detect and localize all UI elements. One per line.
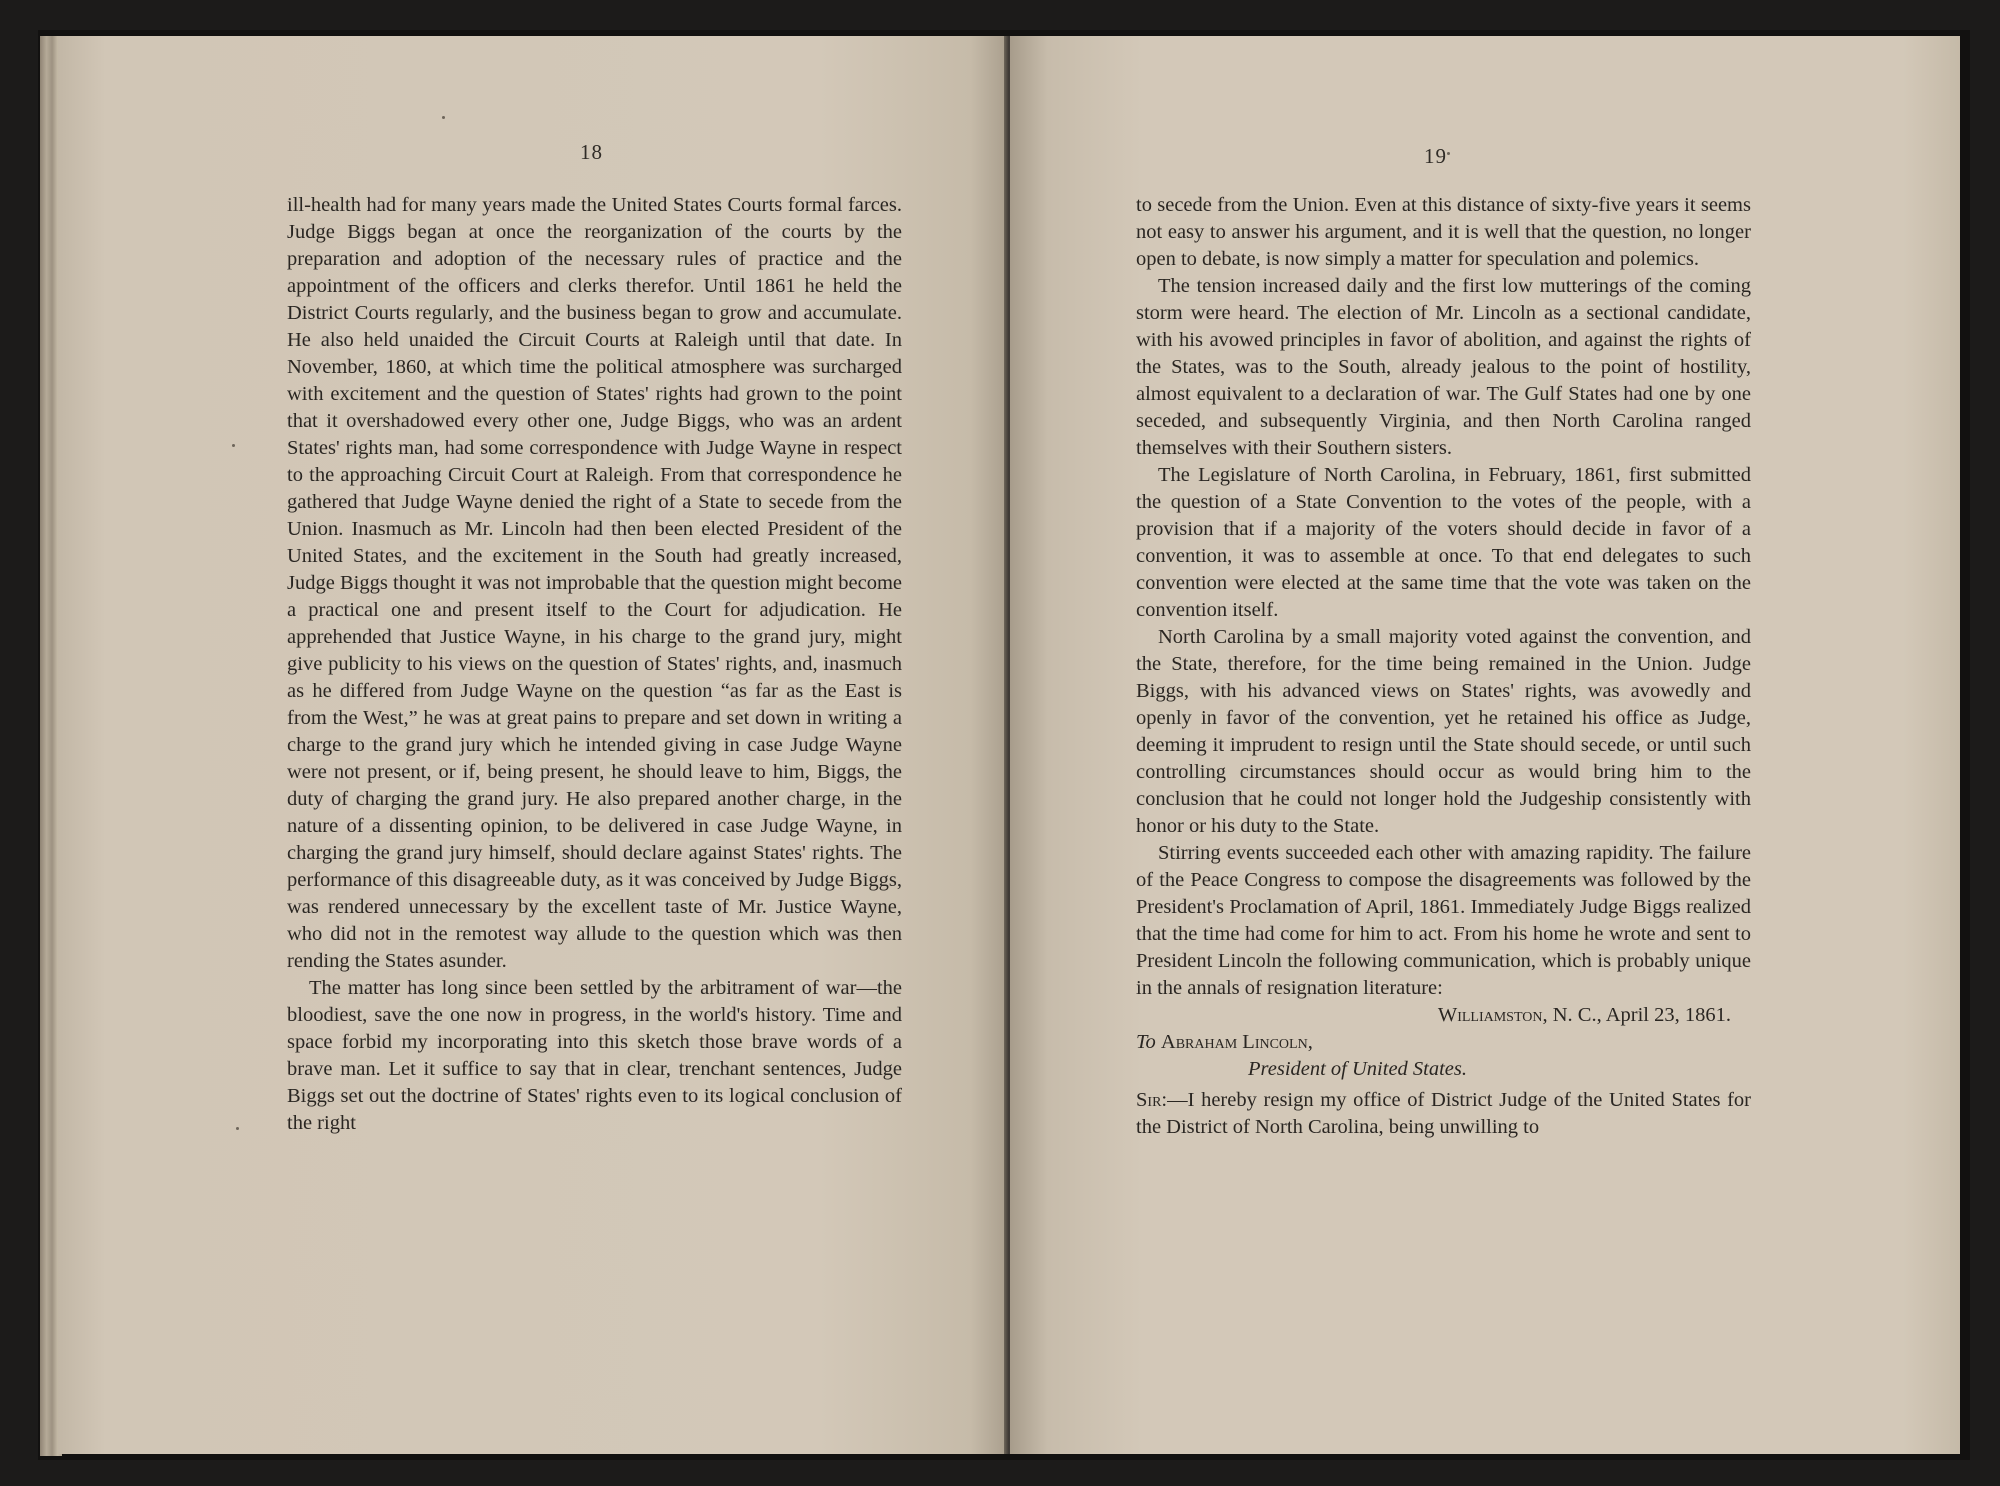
paper-speck: [232, 444, 235, 447]
paper-speck: [442, 116, 445, 119]
left-paragraph-1: ill-health had for many years made the United States Courts formal farces. Judge Biggs began at once the reorganization of the courts by the preparation and adoption of the necessary rules of practice and the appointment of the officers and clerks therefor. Until 1861 he held the District Courts regularly, and the business began to grow and accumulate. He also held unaided the Circuit Courts at Raleigh until that date. In November, 1860, at which time the political atmosphere was surcharged with excitement and the question of States' rights had grown to the point that it overshadowed every other one, Judge Biggs, who was an ardent States' rights man, had some correspondence with Judge Wayne in respect to the approaching Circuit Court at Raleigh. From that correspondence he gathered that Judge Wayne denied the right of a State to secede from the Union. Inasmuch as Mr. Lincoln had then been elected President of the United States, and the excitement in the South had greatly increased, Judge Biggs thought it was not improbable that the question might become a practical one and present itself to the Court for adjudication. He apprehended that Justice Wayne, in his charge to the grand jury, might give publicity to his views on the question of States' rights, and, inasmuch as he differed from Judge Wayne on the question “as far as the East is from the West,” he was at great pains to prepare and set down in writing a charge to the grand jury which he intended giving in case Judge Wayne were not present, or if, being present, he should leave to him, Biggs, the duty of charging the grand jury. He also prepared another charge, in the nature of a dissenting opinion, to be delivered in case Judge Wayne, in charging the grand jury himself, should declare against States' rights. The performance of this disagreeable duty, as it was conceived by Judge Biggs, was rendered unnecessary by the excellent taste of Mr. Justice Wayne, who did not in the remotest way allude to the question which was then rending the States asunder.: [287, 194, 902, 972]
letter-body: [1136, 1087, 1751, 1141]
letter-salutation: Sir: [1136, 1089, 1162, 1111]
letter-addressee: [1136, 1029, 1751, 1056]
addressee-title: President of United States.: [1248, 1058, 1468, 1080]
paper-speck: [236, 1127, 239, 1130]
letter-body-text: :—I hereby resign my office of District Judge of the United States for the District of North Carolina, being unwilling to: [1136, 1089, 1751, 1138]
dateline-rest: , N. C., April 23, 1861.: [1542, 1004, 1731, 1026]
addressee-prefix: To: [1136, 1031, 1161, 1053]
paper-speck: [1447, 152, 1450, 155]
left-page-number: 18: [580, 140, 603, 164]
right-paragraph-4: North Carolina by a small majority voted against the convention, and the State, therefore, for the time being remained in the Union. Judge Biggs, with his advanced views on States' rights, was avowedly and openly in favor of the convention, yet he retained his office as Judge, deeming it imprudent to resign until the State should secede, or until such controlling circumstances should occur as would bring him to the conclusion that he could not longer hold the Judgeship consistently with honor or his duty to the State.: [1136, 626, 1751, 837]
letter-dateline: [1136, 1002, 1751, 1029]
right-page: [1010, 36, 1960, 1454]
left-page: [58, 36, 1008, 1454]
addressee-name: Abraham Lincoln,: [1160, 1031, 1313, 1053]
left-text-column: [287, 192, 902, 1137]
dateline-place: Williamston: [1437, 1004, 1543, 1026]
right-paragraph-5: Stirring events succeeded each other with amazing rapidity. The failure of the Peace Congress to compose the disagreements was followed by the President's Proclamation of April, 1861. Immediately Judge Biggs realized that the time had come for him to act. From his home he wrote and sent to President Lincoln the following communication, which is probably unique in the annals of resignation literature:: [1136, 842, 1751, 999]
left-paragraph-2: The matter has long since been settled by the arbitrament of war—the bloodiest, save the one now in progress, in the world's history. Time and space forbid my incorporating into this sketch those brave words of a brave man. Let it suffice to say that in clear, trenchant sentences, Judge Biggs set out the doctrine of States' rights even to its logical conclusion of the right: [287, 977, 902, 1134]
right-paragraph-2: The tension increased daily and the first low mutterings of the coming storm were heard. The election of Mr. Lincoln as a sectional candidate, with his avowed principles in favor of abolition, and against the rights of the States, was to the South, already jealous to the point of hostility, almost equivalent to a declaration of war. The Gulf States had one by one seceded, and subsequently Virginia, and then North Carolina ranged themselves with their Southern sisters.: [1136, 275, 1751, 459]
right-text-column: [1136, 192, 1751, 1141]
right-page-number: 19: [1424, 144, 1447, 168]
right-paragraph-1: to secede from the Union. Even at this distance of sixty-five years it seems not easy to answer his argument, and it is well that the question, no longer open to debate, is now simply a matter for speculation and polemics.: [1136, 194, 1751, 270]
right-paragraph-3: The Legislature of North Carolina, in February, 1861, first submitted the question of a State Convention to the votes of the people, with a provision that if a majority of the voters should decide in favor of a convention, it was to assemble at once. To that end delegates to such convention were elected at the same time that the vote was taken on the convention itself.: [1136, 464, 1751, 621]
